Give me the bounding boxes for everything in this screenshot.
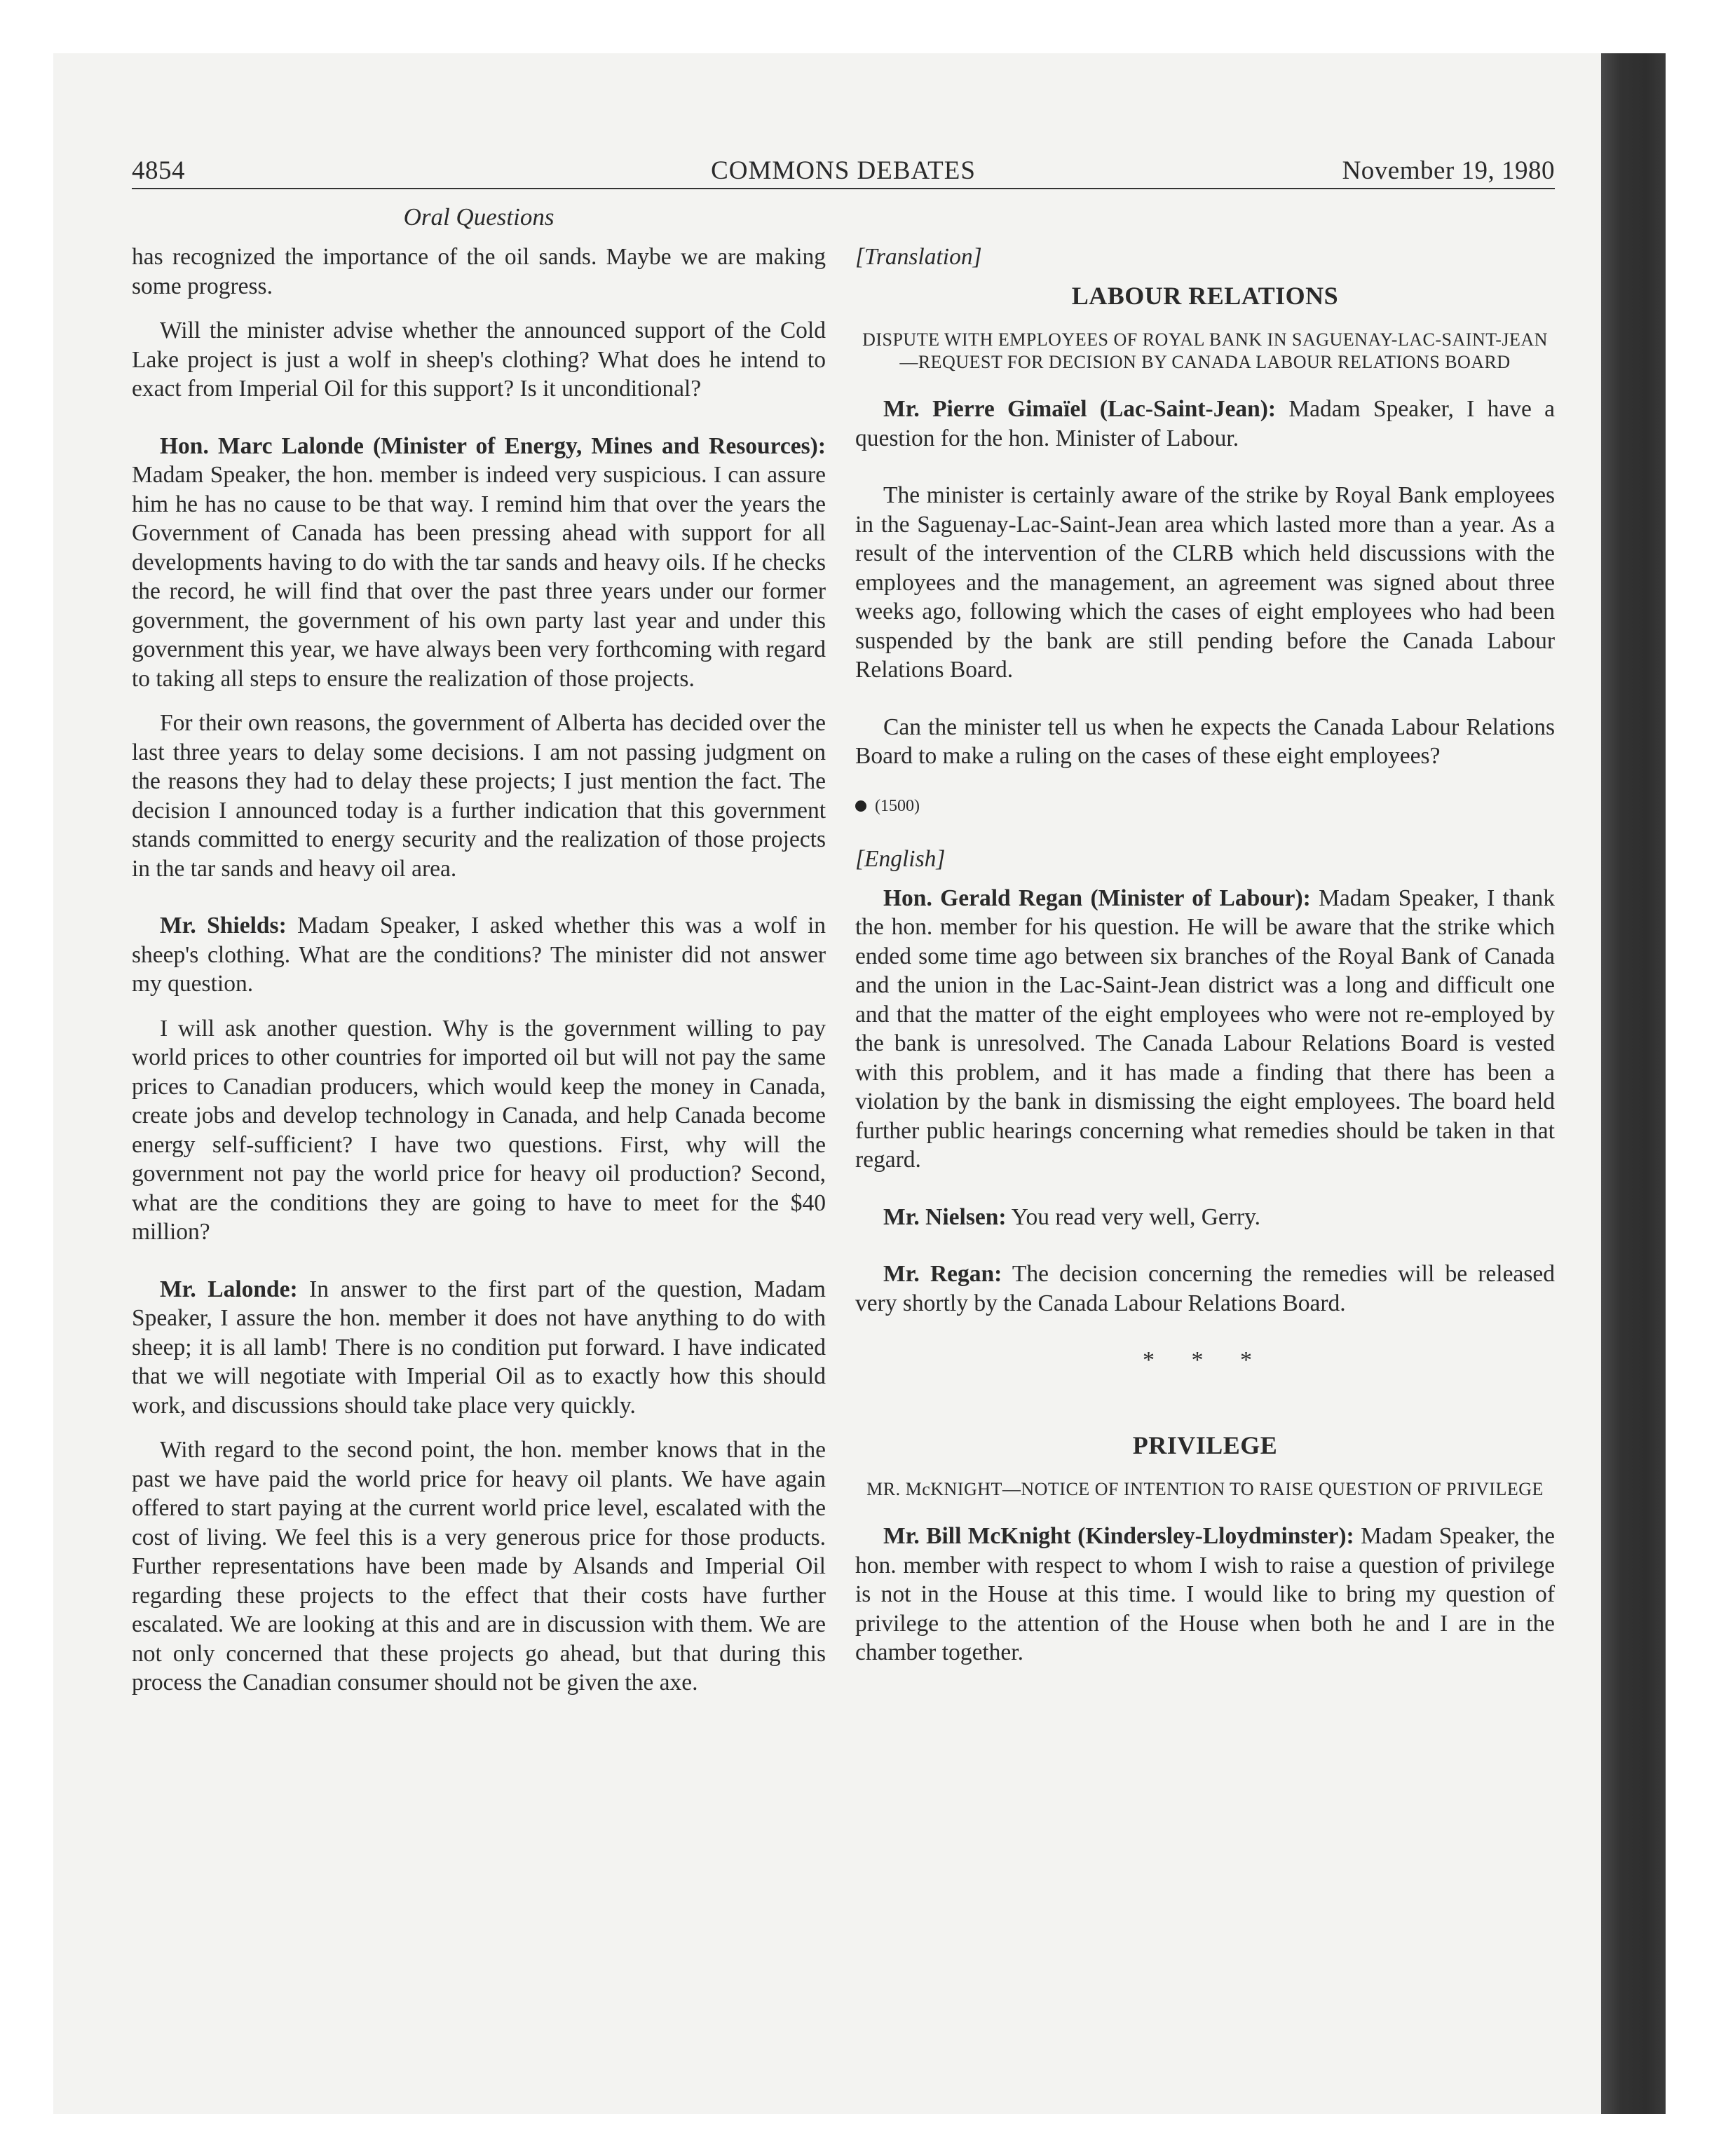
speech-paragraph [855,395,1555,453]
bullet-dot-icon [855,800,866,812]
publication-title: COMMONS DEBATES [711,156,976,185]
paragraph: Will the minister advise whether the announced support of the Cold Lake project is just a wolf in sheep's clothing? What does he intend to exact from Imperial Oil for this support? Is it unconditional? [132,318,826,402]
speech-paragraph [855,884,1555,1175]
speech-paragraph [132,432,826,694]
speaker-name: Hon. Marc Lalonde (Minister of Energy, Mines and Resources): [160,432,826,459]
paragraph: For their own reasons, the government of Alberta has decided over the last three years to delay some decisions. I am not passing judgment on the reasons they had to delay these projects; I just mention the fact. The decision I announced today is a further indication that this government stands committed to energy security and the realization of those projects in the tar sands and heavy oil area. [132,710,826,882]
header-rule [132,188,1555,189]
section-heading: PRIVILEGE [1132,1431,1278,1459]
speaker-name: Mr. Regan: [883,1261,1002,1287]
speech-paragraph [855,1260,1555,1318]
time-marker-label: (1500) [875,796,920,815]
page-number: 4854 [132,156,185,185]
book-spine-shadow [1601,53,1666,2114]
speech-paragraph [132,911,826,999]
section-heading: LABOUR RELATIONS [1071,281,1339,310]
paragraph: Can the minister tell us when he expects the Canada Labour Relations Board to make a ruling on the cases of these eight employees? [855,714,1555,769]
speech-paragraph [132,1275,826,1421]
page-header [132,156,1555,189]
speaker-name: Hon. Gerald Regan (Minister of Labour): [883,885,1311,911]
section-subheading: DISPUTE WITH EMPLOYEES OF ROYAL BANK IN SAGUENAY-LAC-SAINT-JEAN—REQUEST FOR DECISION BY CANADA LABOUR RELATIONS BOARD [862,329,1548,372]
speech-text: Madam Speaker, I thank the hon. member for his question. He will be aware that the strike which ended some time ago between six branches of the Royal Bank of Canada and the union in the Lac-Saint-Jean district was a long and difficult one and that the matter of the eight employees who were not re-employed by the bank is unresolved. The Canada Labour Relations Board is vested with this problem, and it has made a finding that there has been a violation by the bank in dismissing the eight employees. The board held further public hearings concerning what remedies should be taken in that regard. [855,885,1555,1173]
translation-tag: [Translation] [855,244,982,270]
speech-text: You read very well, Gerry. [1006,1203,1261,1230]
paragraph: I will ask another question. Why is the government willing to pay world prices to other countries for imported oil but will not pay the same prices to Canadian producers, which would keep the money in Canada, create jobs and develop technology in Canada, and help Canada become energy self-sufficient? I have two questions. First, why will the government not pay the world price for heavy oil production? Second, what are the conditions they are going to have to meet for the $40 million? [132,1015,826,1245]
speaker-name: Mr. Shields: [160,913,287,939]
right-column [855,243,1555,1683]
section-separator: * * * [1143,1347,1267,1373]
language-tag: [English] [855,846,946,872]
speech-text: Madam Speaker, the hon. member with respect to whom I wish to raise a question of privilege is not in the House at this time. I would like to bring my question of privilege to the attention of the House when both he and I are in the chamber together. [855,1523,1555,1665]
speech-text: In answer to the first part of the question, Madam Speaker, I assure the hon. member it does not have anything to do with sheep; it is all lamb! There is no condition put forward. I have indicated that we will negotiate with Imperial Oil as to exactly how this should work, and discussions should take place very quickly. [132,1276,826,1419]
page-date: November 19, 1980 [1342,156,1555,185]
paragraph: has recognized the importance of the oil sands. Maybe we are making some progress. [132,244,826,299]
running-head: Oral Questions [403,203,554,231]
speaker-name: Mr. Bill McKnight (Kindersley-Lloydminster): [883,1523,1354,1549]
paragraph: With regard to the second point, the hon. member knows that in the past we have paid the world price for heavy oil plants. We have again offered to start paying at the current world price level, escalated with the cost of living. We feel this is a very generous price for those products. Further representations have been made by Alsands and Imperial Oil regarding these projects to the effect that their costs have further escalated. We are looking at this and are in discussion with them. We are not only concerned that these projects go ahead, but that during this process the Canadian consumer should not be given the axe. [132,1437,826,1696]
speaker-name: Mr. Nielsen: [883,1203,1007,1230]
speaker-name: Mr. Pierre Gimaïel (Lac-Saint-Jean): [883,396,1277,422]
paragraph: The minister is certainly aware of the strike by Royal Bank employees in the Saguenay-Lac-Saint-Jean area which lasted more than a year. As a result of the intervention of the CLRB which held discussions with the employees and the management, an agreement was signed about three weeks ago, following which the cases of eight employees who had been suspended by the bank are still pending before the Canada Labour Relations Board. [855,482,1555,683]
speaker-name: Mr. Lalonde: [160,1276,298,1302]
section-subheading: MR. McKNIGHT—NOTICE OF INTENTION TO RAISE QUESTION OF PRIVILEGE [866,1479,1544,1499]
speech-text: Madam Speaker, I asked whether this was a wolf in sheep's clothing. What are the conditions? The minister did not answer my question. [132,913,826,997]
speech-paragraph [855,1203,1555,1232]
speech-text: The decision concerning the remedies will be released very shortly by the Canada Labour Relations Board. [855,1261,1555,1316]
left-column [132,243,826,1713]
speech-text: Madam Speaker, I have a question for the hon. Minister of Labour. [855,396,1555,451]
speech-paragraph [855,1522,1555,1667]
speech-text: Madam Speaker, the hon. member is indeed very suspicious. I can assure him he has no cause to be that way. I remind him that over the years the Government of Canada has been pressing ahead with support for all developments having to do with the tar sands and heavy oils. If he checks the record, he will find that over the past three years under our former government, the government of his own party last year and under this government this year, we have always been very forthcoming with regard to taking all steps to ensure the realization of those projects. [132,462,826,692]
time-marker [855,792,1555,821]
